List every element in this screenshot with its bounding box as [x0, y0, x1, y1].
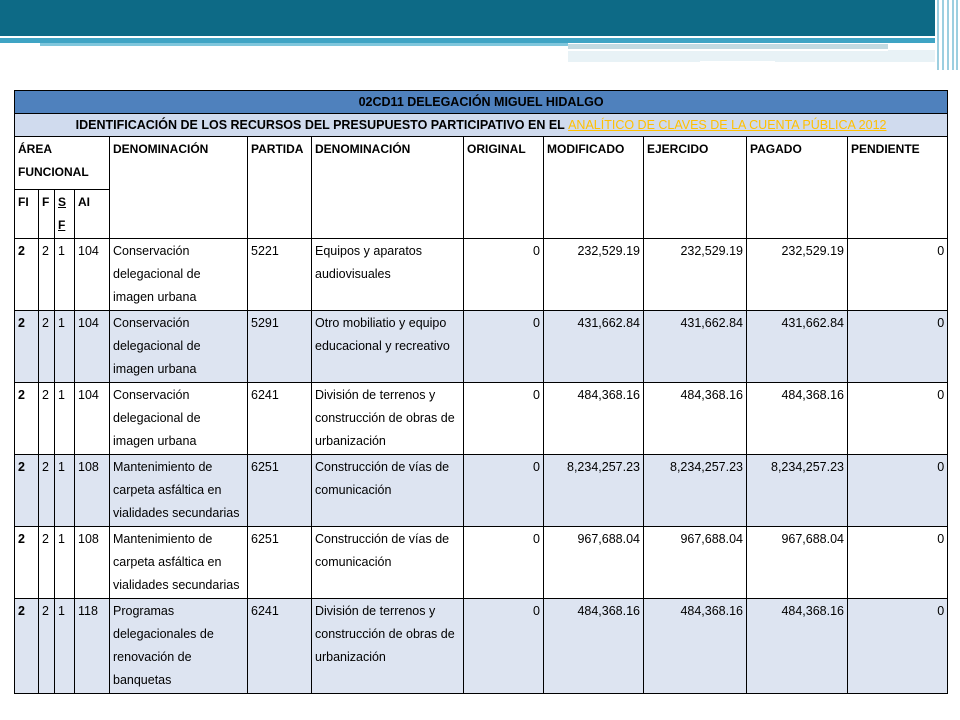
- row-sf: 1: [55, 383, 75, 455]
- row-modificado: 484,368.16: [544, 383, 644, 455]
- row-ai: 108: [75, 455, 110, 527]
- subtitle-text: IDENTIFICACIÓN DE LOS RECURSOS DEL PRESUPUESTO PARTICIPATIVO EN EL: [75, 118, 565, 132]
- row-sf: 1: [55, 599, 75, 694]
- row-denominacion-partida: División de terrenos y construcción de obras de urbanización: [312, 383, 464, 455]
- row-denominacion-partida: Construcción de vías de comunicación: [312, 527, 464, 599]
- row-pagado: 484,368.16: [747, 383, 848, 455]
- banner-vertical-lines: [935, 0, 960, 70]
- table-title: 02CD11 DELEGACIÓN MIGUEL HIDALGO: [15, 91, 948, 114]
- header-ejercido: EJERCIDO: [644, 137, 747, 239]
- row-f: 2: [39, 383, 55, 455]
- row-denominacion-partida: Otro mobiliatio y equipo educacional y recreativo: [312, 311, 464, 383]
- row-pagado: 8,234,257.23: [747, 455, 848, 527]
- row-modificado: 8,234,257.23: [544, 455, 644, 527]
- table-row: [15, 599, 948, 694]
- row-ejercido: 431,662.84: [644, 311, 747, 383]
- row-ai: 118: [75, 599, 110, 694]
- row-pagado: 431,662.84: [747, 311, 848, 383]
- row-original: 0: [464, 455, 544, 527]
- row-fi: 2: [15, 599, 39, 694]
- row-ai: 104: [75, 311, 110, 383]
- table-subtitle: [15, 114, 948, 137]
- row-modificado: 431,662.84: [544, 311, 644, 383]
- row-denominacion: Programas delegacionales de renovación de banquetas: [110, 599, 248, 694]
- header-fi: FI: [15, 190, 39, 239]
- row-denominacion-partida: Construcción de vías de comunicación: [312, 455, 464, 527]
- row-pagado: 967,688.04: [747, 527, 848, 599]
- row-ejercido: 484,368.16: [644, 383, 747, 455]
- row-pendiente: 0: [848, 239, 948, 311]
- row-fi: 2: [15, 527, 39, 599]
- header-denominacion: DENOMINACIÓN: [110, 137, 248, 239]
- row-partida: 6241: [248, 599, 312, 694]
- header-original: ORIGINAL: [464, 137, 544, 239]
- row-fi: 2: [15, 383, 39, 455]
- row-original: 0: [464, 599, 544, 694]
- row-denominacion: Mantenimiento de carpeta asfáltica en vialidades secundarias: [110, 455, 248, 527]
- row-ejercido: 967,688.04: [644, 527, 747, 599]
- row-pendiente: 0: [848, 383, 948, 455]
- header-denominacion-partida: DENOMINACIÓN: [312, 137, 464, 239]
- banner-stripe: [568, 44, 888, 50]
- table-body: [15, 239, 948, 694]
- row-fi: 2: [15, 455, 39, 527]
- row-modificado: 232,529.19: [544, 239, 644, 311]
- row-partida: 6251: [248, 527, 312, 599]
- row-ai: 104: [75, 383, 110, 455]
- row-pendiente: 0: [848, 599, 948, 694]
- row-pagado: 232,529.19: [747, 239, 848, 311]
- row-f: 2: [39, 311, 55, 383]
- table-row: [15, 455, 948, 527]
- row-original: 0: [464, 311, 544, 383]
- row-denominacion: Mantenimiento de carpeta asfáltica en vialidades secundarias: [110, 527, 248, 599]
- row-sf: 1: [55, 311, 75, 383]
- row-partida: 6241: [248, 383, 312, 455]
- row-denominacion: Conservación delegacional de imagen urbana: [110, 311, 248, 383]
- header-pagado: PAGADO: [747, 137, 848, 239]
- header-sf: S F: [55, 190, 75, 239]
- row-ai: 104: [75, 239, 110, 311]
- row-original: 0: [464, 527, 544, 599]
- header-f: F: [39, 190, 55, 239]
- banner-block: [568, 50, 935, 62]
- row-fi: 2: [15, 239, 39, 311]
- row-partida: 5221: [248, 239, 312, 311]
- row-pendiente: 0: [848, 455, 948, 527]
- row-f: 2: [39, 455, 55, 527]
- banner-stripe: [40, 43, 568, 46]
- header-partida: PARTIDA: [248, 137, 312, 239]
- row-sf: 1: [55, 455, 75, 527]
- banner-bar: [0, 0, 935, 36]
- cuenta-publica-link[interactable]: ANALÍTICO DE CLAVES DE LA CUENTA PÚBLICA 2012: [568, 118, 887, 132]
- row-f: 2: [39, 239, 55, 311]
- row-sf: 1: [55, 239, 75, 311]
- header-modificado: MODIFICADO: [544, 137, 644, 239]
- row-original: 0: [464, 383, 544, 455]
- row-ejercido: 484,368.16: [644, 599, 747, 694]
- row-original: 0: [464, 239, 544, 311]
- row-denominacion: Conservación delegacional de imagen urbana: [110, 383, 248, 455]
- banner-line: [568, 49, 888, 51]
- row-partida: 6251: [248, 455, 312, 527]
- banner-stripe: [0, 38, 935, 43]
- row-f: 2: [39, 599, 55, 694]
- table-row: [15, 311, 948, 383]
- header-pendiente: PENDIENTE: [848, 137, 948, 239]
- row-f: 2: [39, 527, 55, 599]
- row-pagado: 484,368.16: [747, 599, 848, 694]
- header-ai: AI: [75, 190, 110, 239]
- header-area-funcional: ÁREA FUNCIONAL: [15, 137, 110, 190]
- budget-table: [14, 90, 948, 694]
- row-partida: 5291: [248, 311, 312, 383]
- row-sf: 1: [55, 527, 75, 599]
- row-ejercido: 232,529.19: [644, 239, 747, 311]
- table-row: [15, 239, 948, 311]
- row-pendiente: 0: [848, 311, 948, 383]
- row-denominacion-partida: Equipos y aparatos audiovisuales: [312, 239, 464, 311]
- table-row: [15, 383, 948, 455]
- row-pendiente: 0: [848, 527, 948, 599]
- row-ejercido: 8,234,257.23: [644, 455, 747, 527]
- table-row: [15, 527, 948, 599]
- row-modificado: 967,688.04: [544, 527, 644, 599]
- row-modificado: 484,368.16: [544, 599, 644, 694]
- banner-line: [700, 61, 775, 63]
- row-fi: 2: [15, 311, 39, 383]
- row-ai: 108: [75, 527, 110, 599]
- row-denominacion-partida: División de terrenos y construcción de obras de urbanización: [312, 599, 464, 694]
- row-denominacion: Conservación delegacional de imagen urbana: [110, 239, 248, 311]
